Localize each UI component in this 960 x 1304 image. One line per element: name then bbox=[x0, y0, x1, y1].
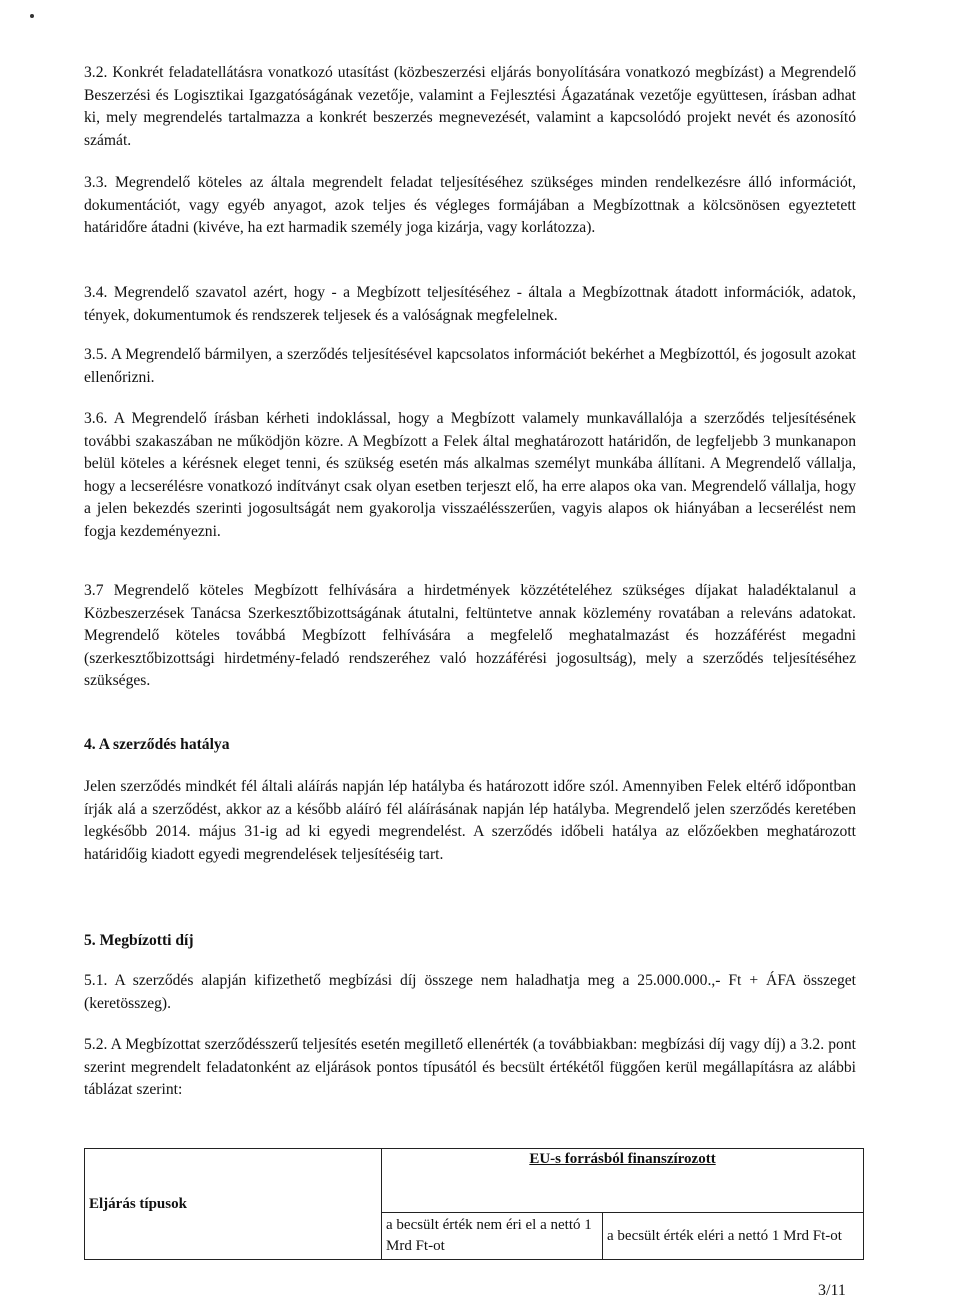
paragraph-3-5: 3.5. A Megrendelő bármilyen, a szerződés teljesítésével kapcsolatos információt bekérhet a Megbízottól, és jogosult azokat ellenőrizni. bbox=[84, 346, 856, 386]
heading-section-5: 5. Megbízotti díj bbox=[84, 932, 194, 949]
fee-table bbox=[84, 1148, 864, 1260]
table-subheader-below-1mrd: a becsült érték nem éri el a nettó 1 Mrd Ft-ot bbox=[382, 1213, 603, 1260]
paragraph-3-4: 3.4. Megrendelő szavatol azért, hogy - a Megbízott teljesítéséhez - általa a Megbízottnak átadott információk, adatok, tények, dokumentumok és rendszerek teljesek és a valóságnak megfelelnek. bbox=[84, 284, 856, 324]
table-subheader-above-1mrd: a becsült érték eléri a nettó 1 Mrd Ft-ot bbox=[603, 1213, 864, 1260]
paragraph-4: Jelen szerződés mindkét fél általi aláírás napján lép hatályba és határozott időre szól. Amennyiben Felek eltérő időpontban írják alá a szerződést, akkor az a később aláíró fél aláírásának napján lép hatályba. Megrendelő jelen szerződés keretében legkésőbb 2014. május 31-ig ad ki egyedi megrendelést. A szerződés időbeli hatálya az előzőekben meghatározott határidőig kiadott egyedi megrendelések teljesítéséig tart. bbox=[84, 778, 856, 863]
paragraph-3-3: 3.3. Megrendelő köteles az általa megrendelt feladat teljesítéséhez szükséges minden rendelkezésre álló információt, dokumentációt, vagy egyéb anyagot, azok teljes és végleges formájában a Megbízottnak a kölcsönösen egyeztetett határidőre átadni (kivéve, ha ezt harmadik személy joga kizárja, vagy korlátozza). bbox=[84, 174, 856, 237]
paragraph-3-6: 3.6. A Megrendelő írásban kérheti indoklással, hogy a Megbízott valamely munkavállalója a szerződés teljesítésének további szakaszában ne működjön közre. A Megbízott a Felek által meghatározott határidőn, de legfeljebb 3 munkanapon belül köteles a kérésnek eleget tenni, és szükség esetén más alkalmas személyt munkába állítani. A Megrendelő vállalja, hogy a lecserélésre vonatkozó indítványt csak olyan esetben terjeszt elő, ha erre alapos oka van. Megrendelő vállalja, hogy a jelen bekezdés szerinti jogosultságát nem gyakorolja visszaélésszerűen, vagyis alapos ok hiányában a lecserélést nem fogja kezdeményezni. bbox=[84, 410, 856, 540]
paragraph-3-7: 3.7 Megrendelő köteles Megbízott felhívására a hirdetmények közzétételéhez szükséges díjakat haladéktalanul a Közbeszerzések Tanácsa Szerkesztőbizottságának átutalni, feltüntetve annak közlemény rovatában a releváns adatokat. Megrendelő köteles továbbá Megbízott felhívására a megfelelő meghatalmazást és hozzáférést megadni (szerkesztőbizottsági hirdetmény-feladó rendszeréhez való hozzáférési jogosultság), mely a szerződés teljesítéséhez szükséges. bbox=[84, 582, 856, 690]
scan-speck bbox=[30, 14, 34, 18]
paragraph-3-2: 3.2. Konkrét feladatellátásra vonatkozó utasítást (közbeszerzési eljárás bonyolítására vonatkozó megbízást) a Megrendelő Beszerzési és Logisztikai Igazgatóságának vezetője, valamint a Fejlesztési Ágazatának vezetője együttesen, írásban adhat ki, mely megrendelés tartalmazza a konkrét beszerzés megnevezését, valamint a kapcsolódó projekt nevét és azonosító számát. bbox=[84, 64, 856, 149]
paragraph-5-2: 5.2. A Megbízottat szerződésszerű teljesítés esetén megillető ellenérték (a továbbiakban: megbízási díj vagy díj) a 3.2. pont szerint megrendelt feladatonként az eljárások pontos típusától és becsült értékétől függően kerül megállapításra az alábbi táblázat szerint: bbox=[84, 1036, 856, 1099]
table-header-eu-funded: EU-s forrásból finanszírozott bbox=[382, 1149, 864, 1213]
paragraph-5-1: 5.1. A szerződés alapján kifizethető megbízási díj összege nem haladhatja meg a 25.000.000.,- Ft + ÁFA összeget (keretösszeg). bbox=[84, 972, 856, 1012]
table-header-procedure-types: Eljárás típusok bbox=[85, 1149, 382, 1260]
page-number: 3/11 bbox=[818, 1282, 846, 1299]
heading-section-4: 4. A szerződés hatálya bbox=[84, 736, 230, 753]
